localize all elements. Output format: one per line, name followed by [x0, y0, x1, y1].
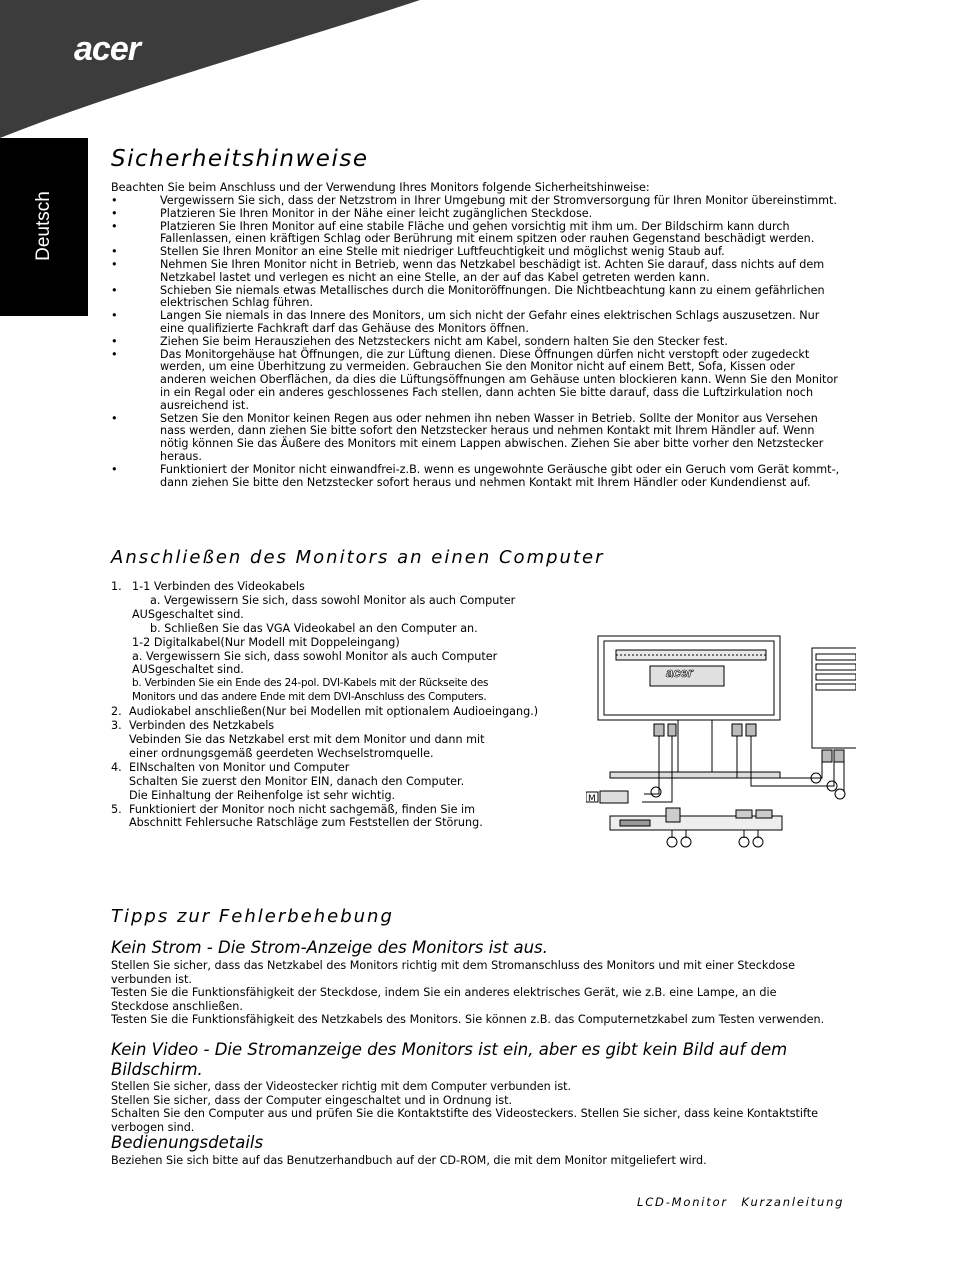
list-item: • Langen Sie niemals in das Innere des Monitors, um sich nicht der Gefahr eines elektrischen Schlags auszusetzen. Nur eine qualifizierte Fachkraft darf das Gehäuse des Monitors öffnen. [111, 310, 841, 336]
step-text: Abschnitt Fehlersuche Ratschläge zum Feststellen der Störung. [129, 816, 483, 830]
trouble-title: Tipps zur Fehlerbehebung [111, 906, 394, 927]
step-text: Vebinden Sie das Netzkabel erst mit dem Monitor und dann mit [129, 732, 485, 746]
list-item: • Platzieren Sie Ihren Monitor auf eine stabile Fläche und gehen vorsichtig mit ihm um. Der Bildschirm kann durch Fallenlassen, einen kräftigen Schlag oder Berührung mit einem spitzen oder rauhen Gegenstand beschädigt werden. [111, 221, 841, 247]
video-tips [111, 1080, 831, 1134]
safety-list [111, 195, 841, 489]
step-text: b. Verbinden Sie ein Ende des 24-pol. DVI-Kabels mit der Rückseite des [132, 677, 489, 690]
step-text: einer ordnungsgemäß geerdeten Wechselstromquelle. [129, 746, 434, 760]
list-item: • Platzieren Sie Ihren Monitor in der Nähe einer leicht zugänglichen Steckdose. [111, 208, 841, 221]
header-band [0, 0, 954, 140]
list-item [111, 761, 571, 803]
diagram-mark-m: M [588, 794, 596, 804]
list-item: Stellen Sie sicher, dass das Netzkabel des Monitors richtig mit dem Stromanschluss des Monitors und mit einer Steckdose verbunden ist. [111, 959, 795, 986]
step-text: a. Vergewissern Sie sich, dass sowohl Monitor als auch Computer [132, 649, 498, 663]
step-number: 3. [111, 719, 122, 733]
step-text: a. Vergewissern Sie sich, dass sowohl Monitor als auch Computer [150, 593, 516, 607]
acer-logo: acer [74, 30, 140, 68]
step-text: EINschalten von Monitor und Computer [129, 760, 350, 774]
step-number: 1. [111, 580, 122, 593]
list-item: Schalten Sie den Computer aus und prüfen Sie die Kontaktstifte des Videosteckers. Stellen Sie sicher, dass keine Kontaktstifte verbogen sind. [111, 1107, 819, 1134]
language-tab-label: Deutsch [33, 191, 54, 261]
list-item: • Ziehen Sie beim Herausziehen des Netzsteckers nicht am Kabel, sondern halten Sie den Stecker fest. [111, 336, 841, 349]
footer-text: LCD-Monitor Kurzanleitung [637, 1195, 845, 1209]
step-text: 1-2 Digitalkabel(Nur Modell mit Doppeleingang) [132, 635, 400, 649]
safety-title: Sicherheitshinweise [111, 146, 369, 172]
step-text: Monitors und das andere Ende mit dem DVI-Anschluss des Computers. [132, 691, 487, 704]
list-item: Testen Sie die Funktionsfähigkeit der Steckdose, indem Sie ein anderes elektrisches Gerät, wie z.B. eine Lampe, an die Steckdose anschließen. [111, 986, 777, 1013]
list-item: Testen Sie die Funktionsfähigkeit des Netzkabels des Monitors. Sie können z.B. das Computernetzkabel zum Testen verwenden. [111, 1013, 825, 1026]
step-text: Die Einhaltung der Reihenfolge ist sehr wichtig. [129, 788, 396, 802]
step-text: b. Schließen Sie das VGA Videokabel an den Computer an. [150, 621, 478, 635]
list-item: • Nehmen Sie Ihren Monitor nicht in Betrieb, wenn das Netzkabel beschädigt ist. Achten Sie darauf, dass nichts auf dem Netzkabel lastet und verlegen es nicht an eine Stelle, an der auf das Kabel getreten werden kann. [111, 259, 841, 285]
list-item [111, 705, 571, 719]
connect-steps [111, 580, 571, 830]
diagram-logo: acer [666, 665, 693, 680]
list-item: Stellen Sie sicher, dass der Videostecker richtig mit dem Computer verbunden ist. [111, 1080, 572, 1093]
list-item: • Das Monitorgehäuse hat Öffnungen, die zur Lüftung dienen. Diese Öffnungen dürfen nicht verstopft oder zugedeckt werden, um eine Überhitzung zu vermeiden. Gebrauchen Sie den Monitor nicht auf einem Bett, Sofa, Kissen oder anderen weichen Oberflächen, da dies die Lüftungsöffnungen am Gehäuse unten blockieren kann. Wenn Sie den Monitor in ein Regal oder ein anderes geschlossenes Fach stellen, dann achten Sie bitte darauf, dass die Luftzirkulation noch ausreichend ist. [111, 349, 841, 413]
connection-diagram [586, 632, 856, 852]
power-tips [111, 959, 831, 1027]
step-text: Verbinden des Netzkabels [129, 719, 275, 733]
ops-text: Beziehen Sie sich bitte auf das Benutzerhandbuch auf der CD-ROM, die mit dem Monitor mitgeliefert wird. [111, 1154, 707, 1167]
step-number: 5. [111, 802, 122, 816]
list-item: • Stellen Sie Ihren Monitor an eine Stelle mit niedriger Luftfeuchtigkeit und möglichst wenig Staub auf. [111, 246, 841, 259]
safety-intro: Beachten Sie beim Anschluss und der Verwendung Ihres Monitors folgende Sicherheitshinweise: [111, 181, 650, 194]
step-text: AUSgeschaltet sind. [132, 663, 244, 677]
step-text: Audiokabel anschließen(Nur bei Modellen mit optionalem Audioeingang.) [129, 705, 539, 719]
list-item: • Funktioniert der Monitor nicht einwandfrei-z.B. wenn es ungewohnte Geräusche gibt oder ein Geruch vom Gerät kommt-, dann ziehen Sie bitte den Netzstecker sofort heraus und nehmen Kontakt mit Ihrem Händler oder Kundendienst auf. [111, 464, 841, 490]
list-item: • Vergewissern Sie sich, dass der Netzstrom in Ihrer Umgebung mit der Stromversorgung für Ihren Monitor übereinstimmt. [111, 195, 841, 208]
list-item [111, 580, 571, 705]
step-number: 2. [111, 705, 122, 719]
list-item [111, 719, 571, 761]
step-text: Schalten Sie zuerst den Monitor EIN, danach den Computer. [129, 774, 465, 788]
list-item: • Setzen Sie den Monitor keinen Regen aus oder nehmen ihn neben Wasser in Betrieb. Sollte der Monitor aus Versehen nass werden, dann ziehen Sie bitte sofort den Netzstecker heraus und nehmen Kontakt mit Ihrem Händler auf. Wenn nötig können Sie das Äußere des Monitors mit einem Lappen abwischen. Ziehen Sie aber bitte vorher den Netzstecker heraus. [111, 413, 841, 464]
video-heading: Kein Video - Die Stromanzeige des Monitors ist ein, aber es gibt kein Bild auf dem Bildschirm. [111, 1040, 788, 1079]
step-text: Funktioniert der Monitor noch nicht sachgemäß, finden Sie im [129, 802, 476, 816]
step-number: 4. [111, 760, 122, 774]
step-text: 1-1 Verbinden des Videokabels [132, 580, 305, 593]
list-item: Stellen Sie sicher, dass der Computer eingeschaltet und in Ordnung ist. [111, 1093, 513, 1107]
power-heading: Kein Strom - Die Strom-Anzeige des Monitors ist aus. [111, 938, 548, 957]
connect-title: Anschließen des Monitors an einen Computer [111, 547, 605, 568]
ops-heading: Bedienungsdetails [111, 1133, 264, 1152]
step-text: AUSgeschaltet sind. [132, 607, 244, 621]
list-item: • Schieben Sie niemals etwas Metallisches durch die Monitoröffnungen. Die Nichtbeachtung kann zu einem gefährlichen elektrischen Schlag führen. [111, 285, 841, 311]
list-item [111, 803, 571, 831]
